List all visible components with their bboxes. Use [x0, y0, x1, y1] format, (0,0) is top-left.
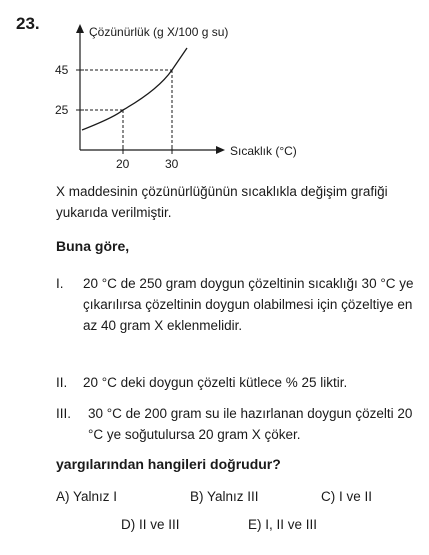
x-tick-label-20: 20: [116, 157, 130, 171]
question-number: 23.: [16, 14, 40, 33]
y-axis-label: Çözünürlük (g X/100 g su): [89, 25, 229, 39]
statement-i: [56, 273, 416, 336]
statement-numeral: III.: [56, 406, 72, 421]
option-d[interactable]: D) II ve III: [121, 517, 180, 532]
solubility-curve: [82, 48, 187, 130]
x-axis-arrow-icon: [216, 146, 225, 154]
statement-numeral: II.: [56, 375, 68, 390]
option-b[interactable]: B) Yalnız III: [190, 489, 259, 504]
question-intro: X maddesinin çözünürlüğünün sıcaklıkla değişim grafiği yukarıda verilmiştir.: [56, 184, 388, 220]
statement-text: 30 °C de 200 gram su ile hazırlanan doygun çözelti 20 °C ye soğutulursa 20 gram X çöker.: [88, 406, 413, 442]
statement-text: 20 °C de 250 gram doygun çözeltinin sıcaklığı 30 °C ye çıkarılırsa çözeltinin doygun olabilmesi için çözeltiye en az 40 gram X eklenmelidir.: [83, 276, 414, 333]
y-tick-label-25: 25: [55, 103, 69, 117]
y-axis-arrow-icon: [76, 24, 84, 33]
question-ask: yargılarından hangileri doğrudur?: [56, 456, 281, 472]
statement-text: 20 °C deki doygun çözelti kütlece % 25 liktir.: [83, 375, 348, 390]
statement-numeral: I.: [56, 276, 64, 291]
question-stem: Buna göre,: [56, 238, 130, 254]
option-e[interactable]: E) I, II ve III: [248, 517, 318, 532]
statement-ii: [56, 372, 416, 393]
x-tick-label-30: 30: [165, 157, 179, 171]
option-a[interactable]: A) Yalnız I: [56, 489, 118, 504]
y-tick-label-45: 45: [55, 63, 69, 77]
solubility-chart: [0, 0, 429, 180]
x-axis-label: Sıcaklık (°C): [230, 144, 297, 158]
option-c[interactable]: C) I ve II: [321, 489, 373, 504]
statement-iii: [56, 403, 416, 445]
